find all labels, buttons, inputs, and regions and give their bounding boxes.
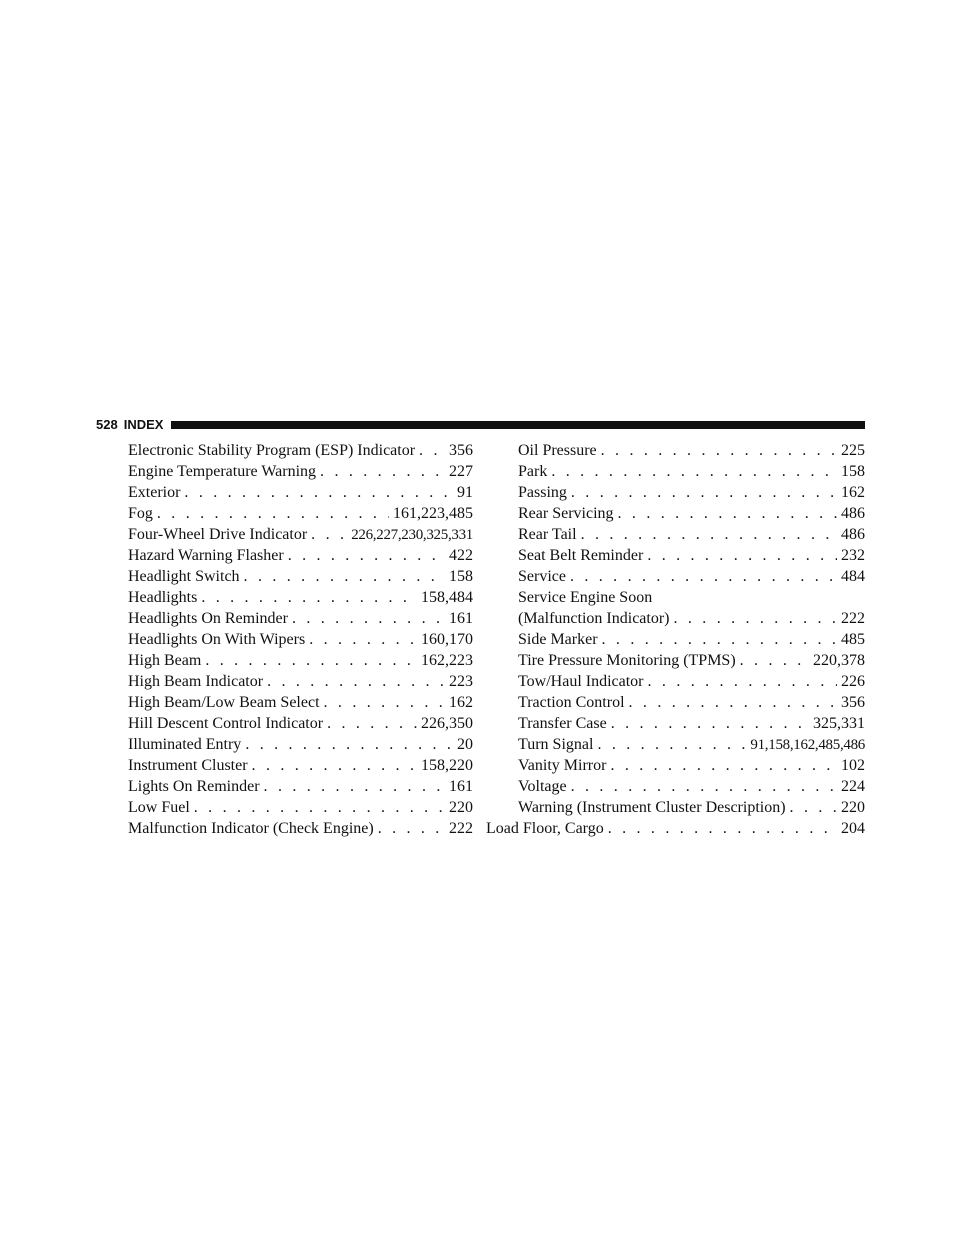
index-entry [96,566,473,587]
entry-label: Tow/Haul Indicator [518,673,644,690]
entry-pages: 484 [841,568,865,585]
header-rule [171,421,865,429]
entry-pages: 204 [841,820,865,837]
entry-pages: 161 [449,778,473,795]
index-entry [486,566,865,587]
entry-label: Hill Descent Control Indicator [128,715,324,732]
index-entry [486,671,865,692]
entry-label: Rear Tail [518,526,577,543]
leader-dots [597,734,746,755]
index-entry [96,524,473,545]
page-header [96,417,865,433]
leader-dots [157,503,389,524]
leader-dots [790,797,837,818]
entry-pages: 356 [841,694,865,711]
entry-label: Side Marker [518,631,598,648]
entry-label: Headlights On Reminder [128,610,288,627]
index-entry [96,797,473,818]
entry-label: Vanity Mirror [518,757,607,774]
entry-label: Hazard Warning Flasher [128,547,284,564]
entry-label: High Beam/Low Beam Select [128,694,320,711]
leader-dots [602,629,837,650]
entry-label: Seat Belt Reminder [518,547,644,564]
index-entry [486,692,865,713]
entry-label: Headlights On With Wipers [128,631,306,648]
index-entry [486,629,865,650]
entry-pages: 227 [449,463,473,480]
leader-dots [292,608,445,629]
entry-pages: 102 [841,757,865,774]
entry-pages: 486 [841,505,865,522]
index-entry [486,461,865,482]
leader-dots [244,566,445,587]
leader-dots [311,524,347,545]
leader-dots [618,503,837,524]
index-entry [96,608,473,629]
entry-label: Warning (Instrument Cluster Description) [518,799,786,816]
index-entry [96,461,473,482]
entry-label: Tire Pressure Monitoring (TPMS) [518,652,736,669]
leader-dots [648,671,837,692]
entry-label: Park [518,463,548,480]
entry-label: Service Engine Soon [518,589,653,606]
entry-pages: 158,484 [421,589,473,606]
index-entry [486,713,865,734]
index-entry [486,650,865,671]
index-column-left [96,440,473,839]
index-entry [486,482,865,503]
leader-dots [201,587,417,608]
leader-dots [608,818,837,839]
entry-pages: 158 [449,568,473,585]
page-number: 528 [96,417,118,432]
leader-dots [570,566,837,587]
index-entry [486,818,865,839]
entry-pages: 422 [449,547,473,564]
entry-label: Traction Control [518,694,625,711]
entry-pages: 224 [841,778,865,795]
entry-label: Electronic Stability Program (ESP) Indicator [128,442,416,459]
index-entry [96,587,473,608]
entry-label: Headlights [128,589,198,606]
index-entry [486,734,865,755]
entry-pages: 486 [841,526,865,543]
index-entry [486,797,865,818]
entry-pages: 20 [457,736,473,753]
entry-pages: 160,170 [421,631,473,648]
entry-label: Fog [128,505,153,522]
index-entry [96,545,473,566]
entry-pages: 226 [841,673,865,690]
index-entry [96,503,473,524]
index-entry [96,482,473,503]
entry-label: Service [518,568,566,585]
entry-pages: 226,227,230,325,331 [351,527,473,543]
index-entry [96,650,473,671]
entry-label: Illuminated Entry [128,736,242,753]
entry-pages: 325,331 [813,715,865,732]
index-entry [96,671,473,692]
entry-label: Malfunction Indicator (Check Engine) [128,820,374,837]
leader-dots [571,482,837,503]
leader-dots [674,608,838,629]
leader-dots [205,650,417,671]
index-entry [486,776,865,797]
section-title: INDEX [123,417,164,432]
index-entry [486,503,865,524]
entry-pages: 220,378 [813,652,865,669]
leader-dots [288,545,445,566]
index-entry [96,734,473,755]
entry-label: Engine Temperature Warning [128,463,317,480]
entry-label: High Beam Indicator [128,673,264,690]
leader-dots [252,755,417,776]
leader-dots [611,713,809,734]
index-entry [486,524,865,545]
entry-pages: 222 [449,820,473,837]
index-entry [486,755,865,776]
leader-dots [581,524,837,545]
entry-pages: 222 [841,610,865,627]
entry-label: Headlight Switch [128,568,240,585]
entry-label: Low Fuel [128,799,190,816]
entry-label: Four-Wheel Drive Indicator [128,526,308,543]
index-entry-heading [486,587,865,608]
entry-label: Lights On Reminder [128,778,260,795]
index-entry [486,440,865,461]
entry-pages: 158 [841,463,865,480]
entry-label: Exterior [128,484,181,501]
leader-dots [309,629,417,650]
leader-dots [324,692,445,713]
leader-dots [647,545,837,566]
index-entry [96,818,473,839]
entry-label: Load Floor, Cargo [486,820,604,837]
entry-pages: 223 [449,673,473,690]
entry-label: Voltage [518,778,567,795]
leader-dots [320,461,445,482]
index-entry [96,629,473,650]
index-entry [96,713,473,734]
leader-dots [194,797,445,818]
entry-label: Instrument Cluster [128,757,248,774]
index-column-right [486,440,865,839]
entry-pages: 158,220 [421,757,473,774]
leader-dots [601,440,837,461]
entry-label: Passing [518,484,567,501]
index-entry [486,545,865,566]
entry-pages: 226,350 [421,715,473,732]
entry-pages: 161 [449,610,473,627]
entry-label: Rear Servicing [518,505,614,522]
leader-dots [740,650,809,671]
entry-pages: 485 [841,631,865,648]
entry-pages: 162,223 [421,652,473,669]
index-entry [486,608,865,629]
leader-dots [267,671,445,692]
entry-label: Transfer Case [518,715,607,732]
entry-pages: 162 [449,694,473,711]
leader-dots [264,776,445,797]
entry-label: (Malfunction Indicator) [518,610,670,627]
leader-dots [629,692,837,713]
entry-label: High Beam [128,652,202,669]
leader-dots [378,818,445,839]
index-entry [96,692,473,713]
entry-pages: 162 [841,484,865,501]
index-entry [96,440,473,461]
leader-dots [571,776,837,797]
index-entry [96,776,473,797]
entry-pages: 225 [841,442,865,459]
entry-pages: 91,158,162,485,486 [750,737,865,753]
leader-dots [419,440,445,461]
entry-pages: 220 [841,799,865,816]
leader-dots [327,713,417,734]
entry-pages: 232 [841,547,865,564]
entry-pages: 220 [449,799,473,816]
entry-pages: 161,223,485 [393,505,473,522]
entry-label: Oil Pressure [518,442,597,459]
leader-dots [245,734,453,755]
entry-pages: 356 [449,442,473,459]
leader-dots [610,755,837,776]
leader-dots [184,482,453,503]
index-entry [96,755,473,776]
leader-dots [551,461,837,482]
entry-pages: 91 [457,484,473,501]
entry-label: Turn Signal [518,736,594,753]
